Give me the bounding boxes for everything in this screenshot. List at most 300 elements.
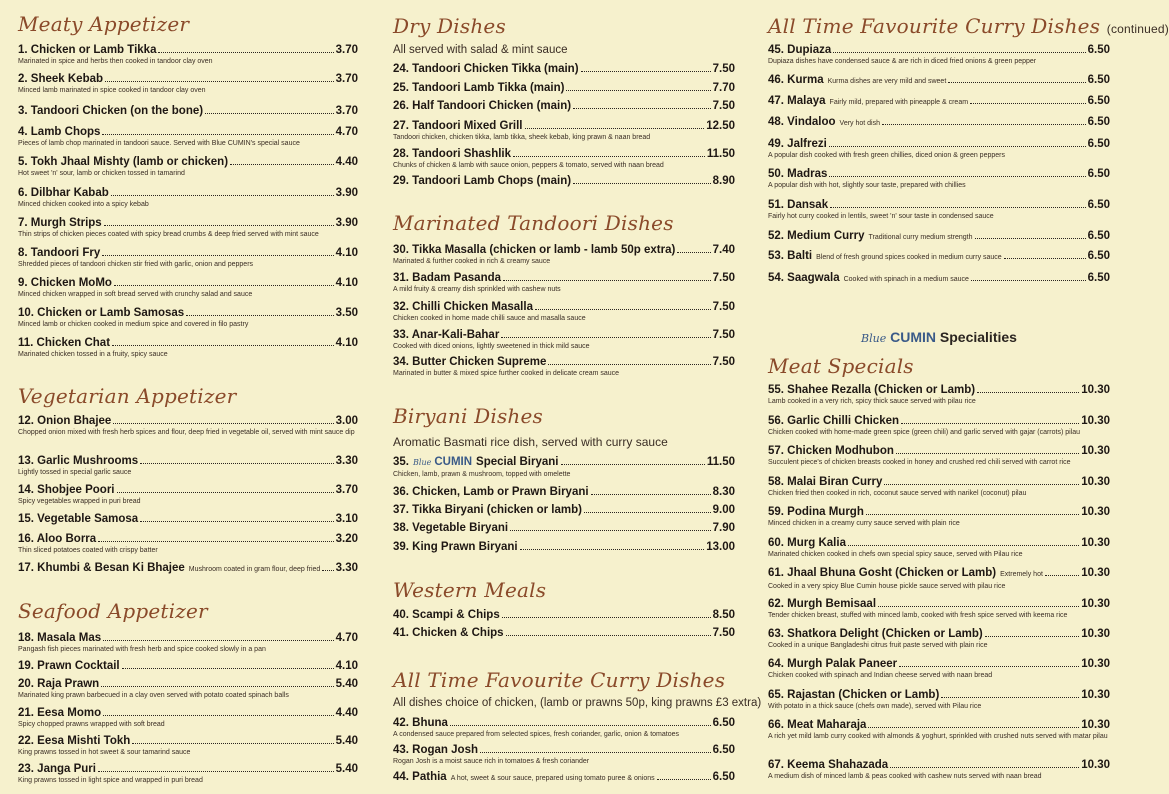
item-name: 26. Half Tandoori Chicken (main) [393, 100, 572, 112]
item-inline-description: A hot, sweet & sour sauce, prepared using tomato puree & onions [450, 775, 655, 782]
item-inline-description: Extremely hot [1000, 571, 1043, 578]
item-description: Rogan Josh is a moist sauce rich in tomatoes & fresh coriander [393, 758, 590, 765]
menu-item [18, 104, 358, 118]
menu-item [18, 216, 358, 239]
menu-item [768, 137, 1110, 160]
item-description: Lightly tossed in special garlic sauce [18, 469, 132, 476]
item-price: 7.50 [712, 272, 735, 284]
leader-dots [901, 423, 1079, 424]
menu-item [768, 115, 1110, 131]
item-price: 3.70 [335, 44, 358, 56]
item-name: 66. Meat Maharaja [768, 719, 867, 731]
menu-item [768, 627, 1110, 650]
item-description: A medium dish of minced lamb & peas cooked with cashew nuts served with naan bread [768, 773, 1042, 780]
menu-item [393, 62, 735, 76]
item-name: 44. Pathia [393, 771, 447, 783]
item-price: 3.50 [335, 307, 358, 319]
item-number: 35. [393, 456, 409, 468]
item-name: 7. Murgh Strips [18, 217, 102, 229]
item-description: Pieces of lamb chop marinated in tandoori sauce. Served with Blue CUMIN's special sauce [18, 140, 300, 147]
leader-dots [186, 315, 333, 316]
leader-dots [866, 514, 1079, 515]
item-description: Pangash fish pieces marinated with fresh herb and spice cooked slowly in a pan [18, 646, 266, 653]
item-name: 18. Masala Mas [18, 632, 102, 644]
item-name: 30. Tikka Masalla (chicken or lamb - lamb 50p extra) [393, 244, 676, 256]
item-price: 8.30 [712, 486, 735, 498]
item-price: 4.10 [335, 247, 358, 259]
leader-dots [122, 668, 334, 669]
item-price: 7.70 [712, 82, 735, 94]
menu-item [18, 186, 358, 209]
menu-item [18, 414, 358, 437]
menu-item [18, 43, 358, 66]
menu-item [18, 336, 358, 359]
item-description: Minced chicken wrapped in soft bread served with crunchy salad and sauce [18, 291, 253, 298]
item-price: 10.30 [1081, 506, 1110, 518]
item-price: 4.10 [335, 660, 358, 672]
leader-dots [104, 225, 334, 226]
section-title-text: All Time Favourite Curry Dishes [768, 14, 1101, 38]
leader-dots [230, 164, 334, 165]
menu-item [768, 383, 1110, 406]
item-description: Marinated chicken cooked in chefs own special spicy sauce, served with Pilau rice [768, 551, 1023, 558]
menu-item [18, 306, 358, 329]
leader-dots [506, 635, 711, 636]
item-price: 6.50 [712, 717, 735, 729]
item-name: 10. Chicken or Lamb Samosas [18, 307, 185, 319]
item-name: 41. Chicken & Chips [393, 627, 504, 639]
leader-dots [103, 715, 334, 716]
leader-dots [657, 779, 711, 780]
item-price: 4.70 [335, 632, 358, 644]
leader-dots [113, 423, 333, 424]
item-price: 4.40 [335, 156, 358, 168]
item-description: Thin strips of chicken pieces coated with spicy bread crumbs & deep fried served with mint sauce [18, 231, 319, 238]
menu-item [768, 414, 1110, 437]
item-description: Marinated chicken tossed in a fruity, spicy sauce [18, 351, 168, 358]
item-name: 17. Khumbi & Besan Ki Bhajee [18, 562, 185, 574]
leader-dots [868, 727, 1079, 728]
item-name: 47. Malaya [768, 95, 826, 107]
item-name: 11. Chicken Chat [18, 337, 111, 349]
menu-item [393, 99, 735, 113]
menu-item [768, 167, 1110, 190]
item-name: 38. Vegetable Biryani [393, 522, 509, 534]
item-name: 29. Tandoori Lamb Chops (main) [393, 175, 572, 187]
item-price: 3.70 [335, 73, 358, 85]
item-description: King prawns tossed in light spice and wrapped in puri bread [18, 777, 203, 784]
item-name: 9. Chicken MoMo [18, 277, 112, 289]
item-description: Chicken cooked with spinach and Indian cheese served with naan bread [768, 672, 993, 679]
leader-dots [140, 521, 333, 522]
leader-dots [98, 771, 334, 772]
menu-item [393, 716, 735, 739]
item-name: 67. Keema Shahazada [768, 759, 889, 771]
leader-dots [581, 71, 711, 72]
item-price: 10.30 [1081, 384, 1110, 396]
leader-dots [503, 280, 711, 281]
menu-item [768, 657, 1110, 680]
item-price: 3.70 [335, 105, 358, 117]
item-description: A rich yet mild lamb curry cooked with almonds & yoghurt, sprinkled with crushed nuts served with matar pilau [768, 733, 1108, 740]
menu-item [393, 119, 735, 142]
leader-dots [561, 464, 705, 465]
brand-cumin: CUMIN [890, 329, 937, 345]
item-name: 36. Chicken, Lamb or Prawn Biryani [393, 486, 589, 498]
leader-dots [677, 252, 710, 253]
item-name: 56. Garlic Chilli Chicken [768, 415, 900, 427]
item-price: 10.30 [1081, 658, 1110, 670]
item-description: Cooked with diced onions, lightly sweetened in thick mild sauce [393, 343, 590, 350]
item-description: Tandoori chicken, chicken tikka, lamb tikka, sheek kebab, king prawn & naan bread [393, 134, 651, 141]
section-title: Western Meals [393, 578, 547, 602]
menu-item [18, 706, 358, 729]
item-name: 4. Lamb Chops [18, 126, 101, 138]
item-price: 6.50 [1087, 230, 1110, 242]
leader-dots [584, 512, 711, 513]
item-name: 50. Madras [768, 168, 828, 180]
menu-item [393, 521, 735, 535]
section-title: Vegetarian Appetizer [18, 384, 237, 408]
item-name: 43. Rogan Josh [393, 744, 478, 756]
item-price: 3.70 [335, 484, 358, 496]
leader-dots [114, 285, 334, 286]
continued-label: (continued) [1106, 22, 1169, 36]
item-name: 34. Butter Chicken Supreme [393, 356, 547, 368]
item-name: 27. Tandoori Mixed Grill [393, 120, 523, 132]
menu-item [18, 483, 358, 506]
item-price: 7.50 [712, 301, 735, 313]
item-price: 5.40 [335, 735, 358, 747]
brand-blue: Blue [861, 332, 887, 345]
item-price: 6.50 [1087, 272, 1110, 284]
menu-item [393, 743, 735, 766]
item-price: 10.30 [1081, 415, 1110, 427]
menu-item [18, 631, 358, 654]
item-price: 6.50 [1087, 95, 1110, 107]
menu-item [768, 198, 1110, 221]
item-name: 48. Vindaloo [768, 116, 836, 128]
brand-blue: Blue [413, 458, 432, 467]
item-name: 5. Tokh Jhaal Mishty (lamb or chicken) [18, 156, 229, 168]
item-name: 32. Chilli Chicken Masalla [393, 301, 533, 313]
item-description: With potato in a thick sauce (chefs own made), served with Pilau rice [768, 703, 982, 710]
section-title [768, 14, 1169, 38]
item-name: 37. Tikka Biryani (chicken or lamb) [393, 504, 582, 516]
menu-item [18, 532, 358, 555]
menu-item [18, 276, 358, 299]
leader-dots [117, 492, 334, 493]
menu-item [18, 125, 358, 148]
menu-item [393, 503, 735, 517]
item-price: 7.50 [712, 356, 735, 368]
menu-item [393, 485, 735, 499]
item-description: Chunks of chicken & lamb with sauce onion, peppers & tomato, served with naan bread [393, 162, 664, 169]
item-price: 10.30 [1081, 445, 1110, 457]
leader-dots [830, 207, 1086, 208]
item-description: A popular dish with hot, slightly sour taste, prepared with chillies [768, 182, 966, 189]
item-price: 7.90 [712, 522, 735, 534]
item-price: 6.50 [1087, 199, 1110, 211]
item-price: 10.30 [1081, 567, 1110, 579]
item-name: 62. Murgh Bemisaal [768, 598, 877, 610]
item-name: 53. Balti [768, 250, 813, 262]
menu-item [768, 43, 1110, 66]
section-title: Seafood Appetizer [18, 599, 208, 623]
leader-dots [1004, 258, 1086, 259]
item-price: 10.30 [1081, 628, 1110, 640]
item-name: 65. Rajastan (Chicken or Lamb) [768, 689, 940, 701]
item-price: 7.50 [712, 329, 735, 341]
leader-dots [480, 752, 711, 753]
leader-dots [833, 52, 1085, 53]
item-price: 8.50 [712, 609, 735, 621]
leader-dots [98, 541, 333, 542]
menu-item [18, 246, 358, 269]
leader-dots [520, 549, 705, 550]
leader-dots [573, 183, 711, 184]
item-name: 20. Raja Prawn [18, 678, 100, 690]
leader-dots [829, 176, 1085, 177]
item-price: 6.50 [712, 744, 735, 756]
menu-item [18, 677, 358, 700]
item-description: Hot sweet 'n' sour, lamb or chicken tossed in tamarind [18, 170, 185, 177]
item-name: 51. Dansak [768, 199, 829, 211]
leader-dots [525, 128, 705, 129]
item-name: 60. Murg Kalia [768, 537, 846, 549]
menu-item [768, 688, 1110, 711]
item-name: 46. Kurma [768, 74, 824, 86]
leader-dots [101, 686, 333, 687]
item-inline-description: Traditional curry medium strength [868, 234, 973, 241]
item-inline-description: Kurma dishes are very mild and sweet [827, 78, 947, 85]
menu-item [393, 243, 735, 266]
item-description: Marinated in butter & mixed spice further cooked in delicate cream sauce [393, 370, 620, 377]
item-description: Succulent piece's of chicken breasts cooked in honey and crushed red chili served with carrot rice [768, 459, 1071, 466]
item-price: 10.30 [1081, 689, 1110, 701]
menu-item [18, 155, 358, 178]
item-price: 6.50 [1087, 250, 1110, 262]
section-title: Dry Dishes [393, 14, 506, 38]
leader-dots [205, 113, 334, 114]
leader-dots [977, 392, 1079, 393]
item-description: Marinated king prawn barbecued in a clay oven served with potato coated spinach balls [18, 692, 289, 699]
menu-item [768, 271, 1110, 287]
leader-dots [566, 90, 710, 91]
leader-dots [140, 463, 333, 464]
item-name: 63. Shatkora Delight (Chicken or Lamb) [768, 628, 983, 640]
leader-dots [502, 617, 711, 618]
leader-dots [102, 255, 333, 256]
menu-item [768, 758, 1110, 781]
item-name: Special Biryani [476, 456, 559, 468]
item-price: 3.90 [335, 187, 358, 199]
menu-item [768, 249, 1110, 265]
leader-dots [970, 103, 1086, 104]
item-description: Minced lamb or chicken cooked in medium spice and covered in filo pastry [18, 321, 249, 328]
item-inline-description: Mushroom coated in gram flour, deep fried [188, 566, 321, 573]
item-description: Tender chicken breast, stuffed with minced lamb, cooked with fresh spice served with keema rice [768, 612, 1068, 619]
item-name: 64. Murgh Palak Paneer [768, 658, 898, 670]
item-price: 5.40 [335, 763, 358, 775]
item-price: 6.50 [712, 771, 735, 783]
item-name: 2. Sheek Kebab [18, 73, 104, 85]
item-inline-description: Cooked with spinach in a medium sauce [843, 276, 969, 283]
leader-dots [111, 195, 334, 196]
leader-dots [884, 484, 1079, 485]
item-price: 8.90 [712, 175, 735, 187]
item-price: 4.10 [335, 337, 358, 349]
section-title: Marinated Tandoori Dishes [393, 211, 674, 235]
item-description: Minced lamb marinated in spice cooked in tandoor clay oven [18, 87, 206, 94]
item-name: 55. Shahee Rezalla (Chicken or Lamb) [768, 384, 976, 396]
item-price: 6.50 [1087, 168, 1110, 180]
item-description: King prawns tossed in hot sweet & sour tamarind sauce [18, 749, 191, 756]
leader-dots [948, 82, 1085, 83]
item-name: 40. Scampi & Chips [393, 609, 500, 621]
item-description: Marinated in spice and herbs then cooked in tandoor clay oven [18, 58, 213, 65]
item-name: 57. Chicken Modhubon [768, 445, 894, 457]
item-description: Spicy chopped prawns wrapped with soft bread [18, 721, 165, 728]
leader-dots [878, 606, 1079, 607]
item-name: 12. Onion Bhajee [18, 415, 112, 427]
leader-dots [103, 640, 334, 641]
menu-item [18, 762, 358, 785]
item-inline-description: Fairly mild, prepared with pineapple & cream [829, 99, 969, 106]
section-title: Biryani Dishes [393, 404, 543, 428]
item-description: Lamb cooked in a very rich, spicy thick sauce served with pilau rice [768, 398, 976, 405]
item-price: 13.00 [706, 541, 735, 553]
section-title: All Time Favourite Curry Dishes [393, 668, 726, 692]
item-name: 49. Jalfrezi [768, 138, 827, 150]
item-price: 10.30 [1081, 759, 1110, 771]
item-price: 4.40 [335, 707, 358, 719]
item-name: 22. Eesa Mishti Tokh [18, 735, 131, 747]
leader-dots [848, 545, 1079, 546]
section-title: Meaty Appetizer [18, 12, 190, 36]
menu-item [393, 81, 735, 95]
menu-item [393, 626, 735, 640]
section-title: Meat Specials [768, 354, 914, 378]
menu-item [768, 444, 1110, 467]
leader-dots [535, 309, 711, 310]
menu-item [18, 561, 358, 577]
item-price: 5.40 [335, 678, 358, 690]
item-price: 6.50 [1087, 44, 1110, 56]
leader-dots [573, 108, 711, 109]
item-price: 10.30 [1081, 476, 1110, 488]
leader-dots [975, 238, 1086, 239]
menu-item [18, 659, 358, 673]
item-price: 3.90 [335, 217, 358, 229]
item-name: 25. Tandoori Lamb Tikka (main) [393, 82, 565, 94]
item-price: 3.30 [335, 455, 358, 467]
item-description: Dupiaza dishes have condensed sauce & are rich in diced fried onions & green pepper [768, 58, 1037, 65]
leader-dots [1045, 575, 1079, 576]
leader-dots [941, 697, 1079, 698]
item-name: 58. Malai Biran Curry [768, 476, 883, 488]
leader-dots [513, 156, 705, 157]
item-description: Minced chicken cooked into a spicy kebab [18, 201, 149, 208]
section-subtitle: Aromatic Basmati rice dish, served with curry sauce [393, 435, 668, 449]
menu-item [393, 328, 735, 351]
leader-dots [985, 636, 1080, 637]
section-subtitle: All dishes choice of chicken, (lamb or prawns 50p, king prawns £3 extra) [393, 697, 762, 709]
menu-item [768, 566, 1110, 591]
item-inline-description: Very hot dish [839, 120, 880, 127]
item-price: 7.50 [712, 627, 735, 639]
leader-dots [882, 124, 1086, 125]
item-name: 15. Vegetable Samosa [18, 513, 139, 525]
item-description: A mild fruity & creamy dish sprinkled with cashew nuts [393, 286, 561, 293]
item-name: 24. Tandoori Chicken Tikka (main) [393, 63, 579, 75]
menu-item [393, 147, 735, 170]
leader-dots [102, 134, 333, 135]
item-description: A popular dish cooked with fresh green chillies, diced onion & green peppers [768, 152, 1005, 159]
item-name: 33. Anar-Kali-Bahar [393, 329, 500, 341]
menu-item [768, 229, 1110, 245]
item-name: 28. Tandoori Shashlik [393, 148, 512, 160]
item-price: 7.50 [712, 100, 735, 112]
item-name: 21. Eesa Momo [18, 707, 102, 719]
specialities-heading [768, 329, 1110, 345]
item-description: Spicy vegetables wrapped in puri bread [18, 498, 141, 505]
menu-item [393, 271, 735, 294]
item-name: 52. Medium Curry [768, 230, 865, 242]
item-price: 9.00 [712, 504, 735, 516]
item-name: 39. King Prawn Biryani [393, 541, 518, 553]
item-description: Marinated & further cooked in rich & creamy sauce [393, 258, 551, 265]
menu-item [768, 536, 1110, 559]
item-price: 6.50 [1087, 74, 1110, 86]
leader-dots [501, 337, 710, 338]
item-price: 6.50 [1087, 116, 1110, 128]
menu-item [393, 608, 735, 622]
menu-item [393, 455, 735, 479]
leader-dots [322, 570, 333, 571]
brand-cumin: CUMIN [434, 456, 473, 468]
leader-dots [899, 666, 1079, 667]
item-name: 19. Prawn Cocktail [18, 660, 120, 672]
leader-dots [591, 494, 711, 495]
item-price: 4.70 [335, 126, 358, 138]
item-description: Cooked in a very spicy Blue Cumin house pickle sauce served with pilau rice [768, 583, 1006, 590]
leader-dots [829, 146, 1086, 147]
menu-item [18, 734, 358, 757]
item-name: 1. Chicken or Lamb Tikka [18, 44, 157, 56]
menu-item [393, 300, 735, 323]
item-description: Thin sliced potatoes coated with crispy batter [18, 547, 158, 554]
menu-item [768, 73, 1110, 89]
item-name: 16. Aloo Borra [18, 533, 97, 545]
item-price: 11.50 [706, 148, 735, 160]
leader-dots [890, 767, 1079, 768]
leader-dots [896, 453, 1079, 454]
item-price: 12.50 [706, 120, 735, 132]
item-price: 6.50 [1087, 138, 1110, 150]
item-description: Shredded pieces of tandoori chicken stir fried with garlic, onion and peppers [18, 261, 254, 268]
item-name: 45. Dupiaza [768, 44, 832, 56]
item-name: 42. Bhuna [393, 717, 448, 729]
item-name: 13. Garlic Mushrooms [18, 455, 139, 467]
item-price: 3.30 [335, 562, 358, 574]
item-description: Cooked in a unique Bangladeshi citrus fruit paste served with plain rice [768, 642, 988, 649]
leader-dots [158, 52, 333, 53]
menu-item [393, 540, 735, 554]
item-price: 10.30 [1081, 598, 1110, 610]
item-description: Chicken cooked in home made chilli sauce and masalla sauce [393, 315, 586, 322]
leader-dots [132, 743, 333, 744]
